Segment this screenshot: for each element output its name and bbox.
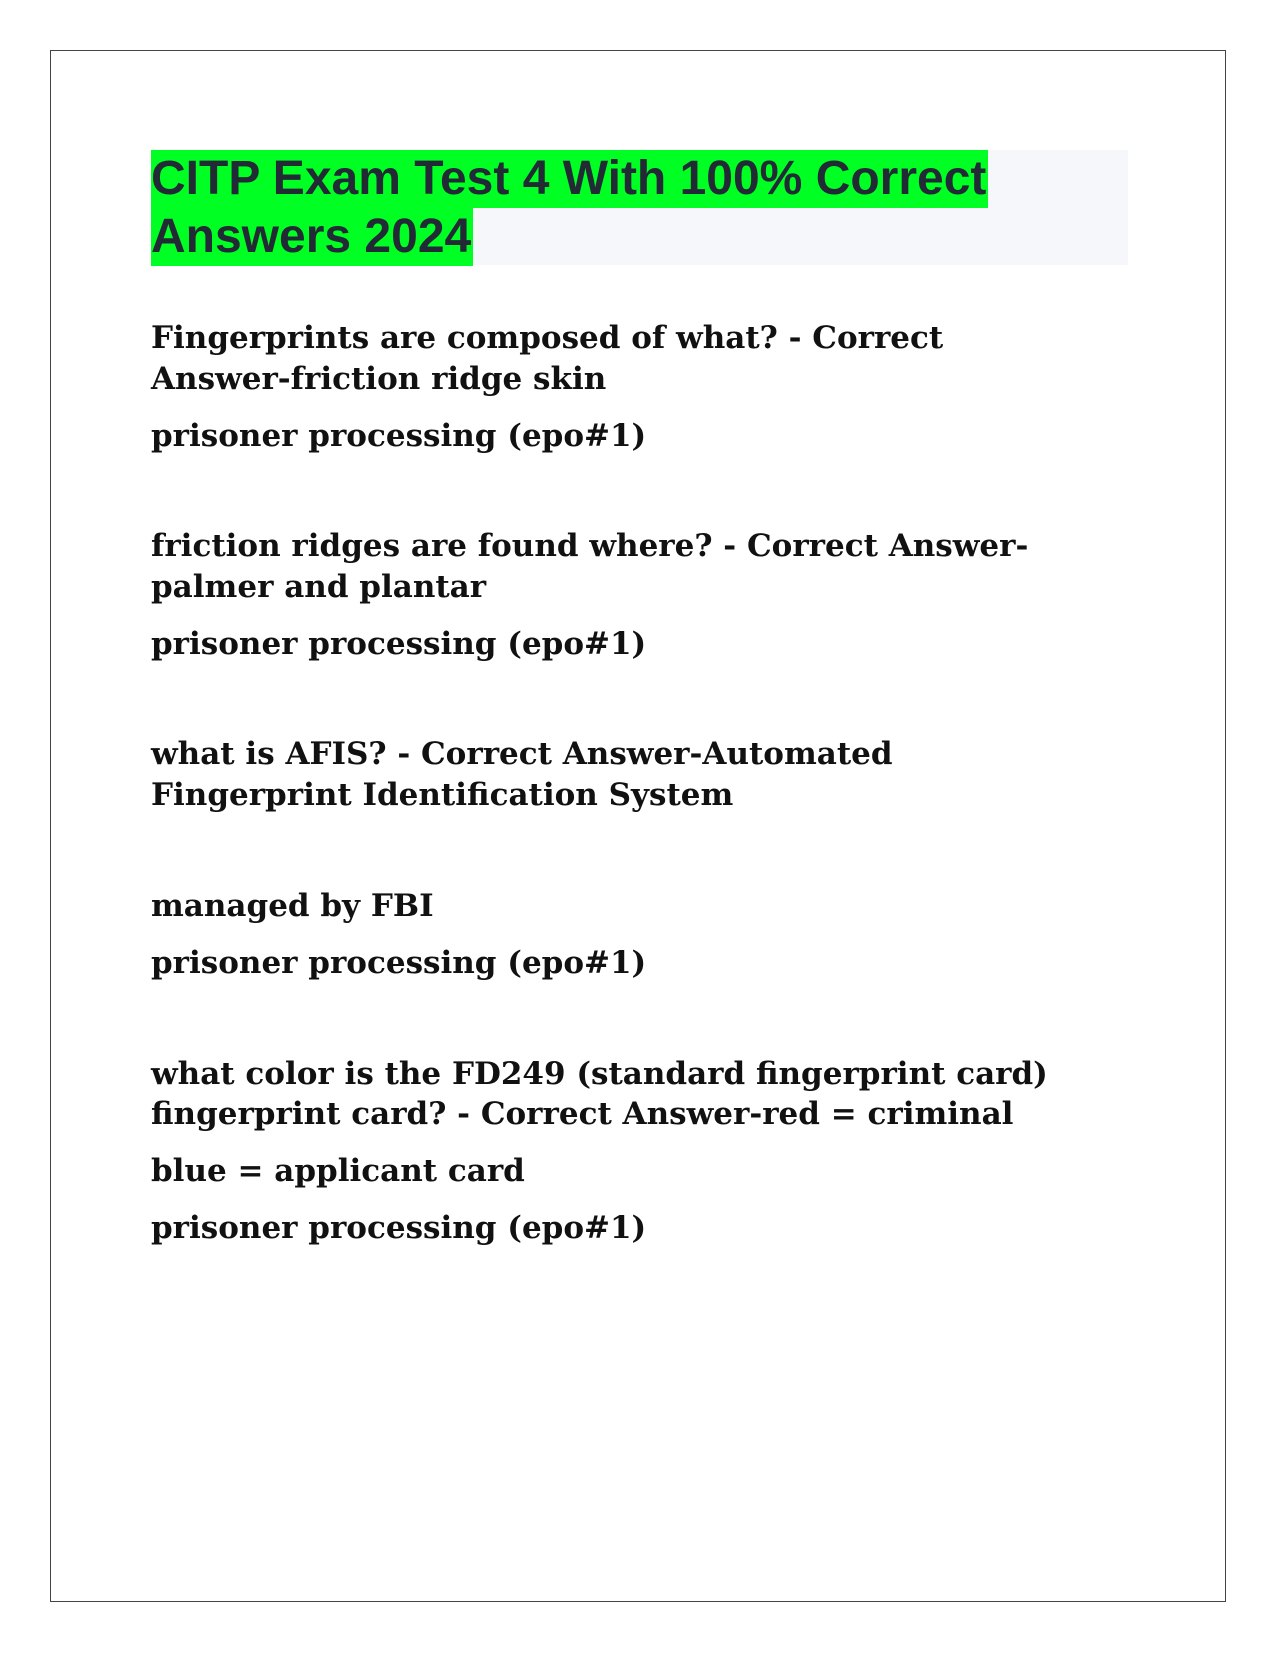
question-3-category: prisoner processing (epo#1) (151, 945, 647, 981)
question-3-line-3: managed by FBI (151, 888, 434, 924)
question-1-line-2: Answer-friction ridge skin (151, 361, 607, 397)
title-line-2: Answers 2024 (151, 208, 473, 266)
document-title (151, 150, 1128, 265)
page-border (50, 50, 1226, 1602)
question-1-line-1: Fingerprints are composed of what? - Correct (151, 320, 944, 356)
question-4-line-3: blue = applicant card (151, 1153, 525, 1189)
question-3-line-2: Fingerprint Identification System (151, 777, 734, 813)
question-2-line-1: friction ridges are found where? - Correct Answer- (151, 528, 1029, 564)
question-4-line-2: fingerprint card? - Correct Answer-red = criminal (151, 1096, 1014, 1132)
question-4-line-1: what color is the FD249 (standard fingerprint card) (151, 1056, 1048, 1092)
question-2-category: prisoner processing (epo#1) (151, 626, 647, 662)
question-1-category: prisoner processing (epo#1) (151, 418, 647, 454)
question-3-line-1: what is AFIS? - Correct Answer-Automated (151, 736, 893, 772)
question-2-line-2: palmer and plantar (151, 569, 487, 605)
title-line-1: CITP Exam Test 4 With 100% Correct (151, 150, 988, 208)
question-4-category: prisoner processing (epo#1) (151, 1210, 647, 1246)
